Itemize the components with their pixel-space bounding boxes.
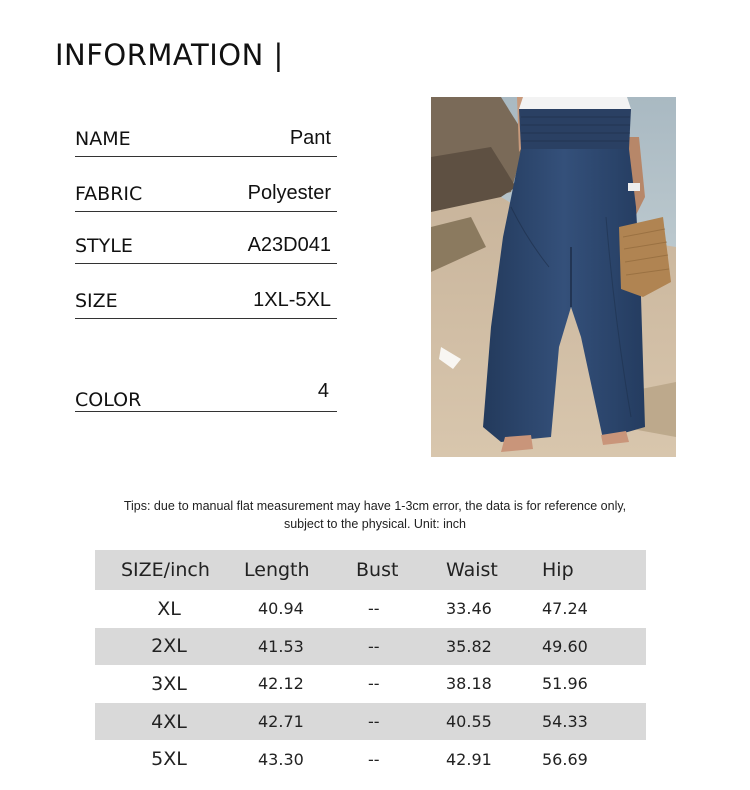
product-photo — [431, 97, 676, 457]
info-value-size: 1XL-5XL — [253, 289, 331, 311]
info-row-style — [75, 234, 337, 264]
column-header-length: Length — [243, 550, 355, 590]
info-label-color: COLOR — [75, 389, 142, 411]
info-label-fabric: FABRIC — [75, 183, 143, 205]
cell-length: 40.94 — [258, 599, 304, 619]
info-row-size — [75, 289, 337, 319]
cell-waist: 33.46 — [446, 599, 492, 619]
cell-size: XL — [157, 597, 181, 620]
cell-hip: 56.69 — [542, 749, 588, 769]
info-row-color — [75, 382, 337, 412]
info-row-fabric — [75, 182, 337, 212]
cell-length: 41.53 — [243, 628, 355, 666]
info-value-color: 4 — [317, 380, 329, 402]
cell-waist: 42.91 — [446, 749, 492, 769]
info-label-size: SIZE — [75, 290, 118, 312]
info-value-name: Pant — [289, 127, 331, 149]
cell-waist: 35.82 — [445, 628, 541, 666]
cell-length: 42.12 — [258, 674, 304, 694]
info-label-style: STYLE — [75, 235, 133, 257]
cell-length: 42.71 — [243, 703, 355, 741]
cell-waist: 40.55 — [445, 703, 541, 741]
column-header-waist: Waist — [445, 550, 541, 590]
column-header-size: SIZE/inch — [95, 550, 243, 590]
info-row-name — [75, 127, 337, 157]
cell-size: 5XL — [151, 748, 187, 771]
cell-bust: -- — [368, 599, 380, 619]
cell-bust: -- — [368, 749, 380, 769]
cell-size: 2XL — [95, 628, 243, 666]
cell-hip: 49.60 — [541, 628, 646, 666]
cell-length: 43.30 — [258, 749, 304, 769]
cell-bust: -- — [355, 703, 445, 741]
table-row — [95, 665, 646, 703]
cell-bust: -- — [368, 674, 380, 694]
cell-hip: 47.24 — [542, 599, 588, 619]
measurement-tips — [95, 497, 655, 533]
table-row — [95, 740, 646, 778]
table-row — [95, 703, 646, 741]
column-header-bust: Bust — [355, 550, 445, 590]
cell-hip: 54.33 — [541, 703, 646, 741]
page-title: INFORMATION | — [55, 38, 284, 72]
cell-size: 4XL — [95, 703, 243, 741]
table-header-row — [95, 550, 646, 590]
size-chart-table — [95, 550, 646, 778]
table-row — [95, 590, 646, 628]
info-label-name: NAME — [75, 128, 131, 150]
cell-bust: -- — [355, 628, 445, 666]
tips-line-2: subject to the physical. Unit: inch — [283, 517, 467, 531]
cell-size: 3XL — [151, 672, 187, 695]
tips-line-1: Tips: due to manual flat measurement may have 1-3cm error, the data is for reference only, — [123, 499, 627, 513]
column-header-hip: Hip — [541, 550, 646, 590]
cell-waist: 38.18 — [446, 674, 492, 694]
info-value-fabric: Polyester — [247, 182, 331, 204]
cell-hip: 51.96 — [542, 674, 588, 694]
info-value-style: A23D041 — [247, 234, 331, 256]
table-row — [95, 628, 646, 666]
